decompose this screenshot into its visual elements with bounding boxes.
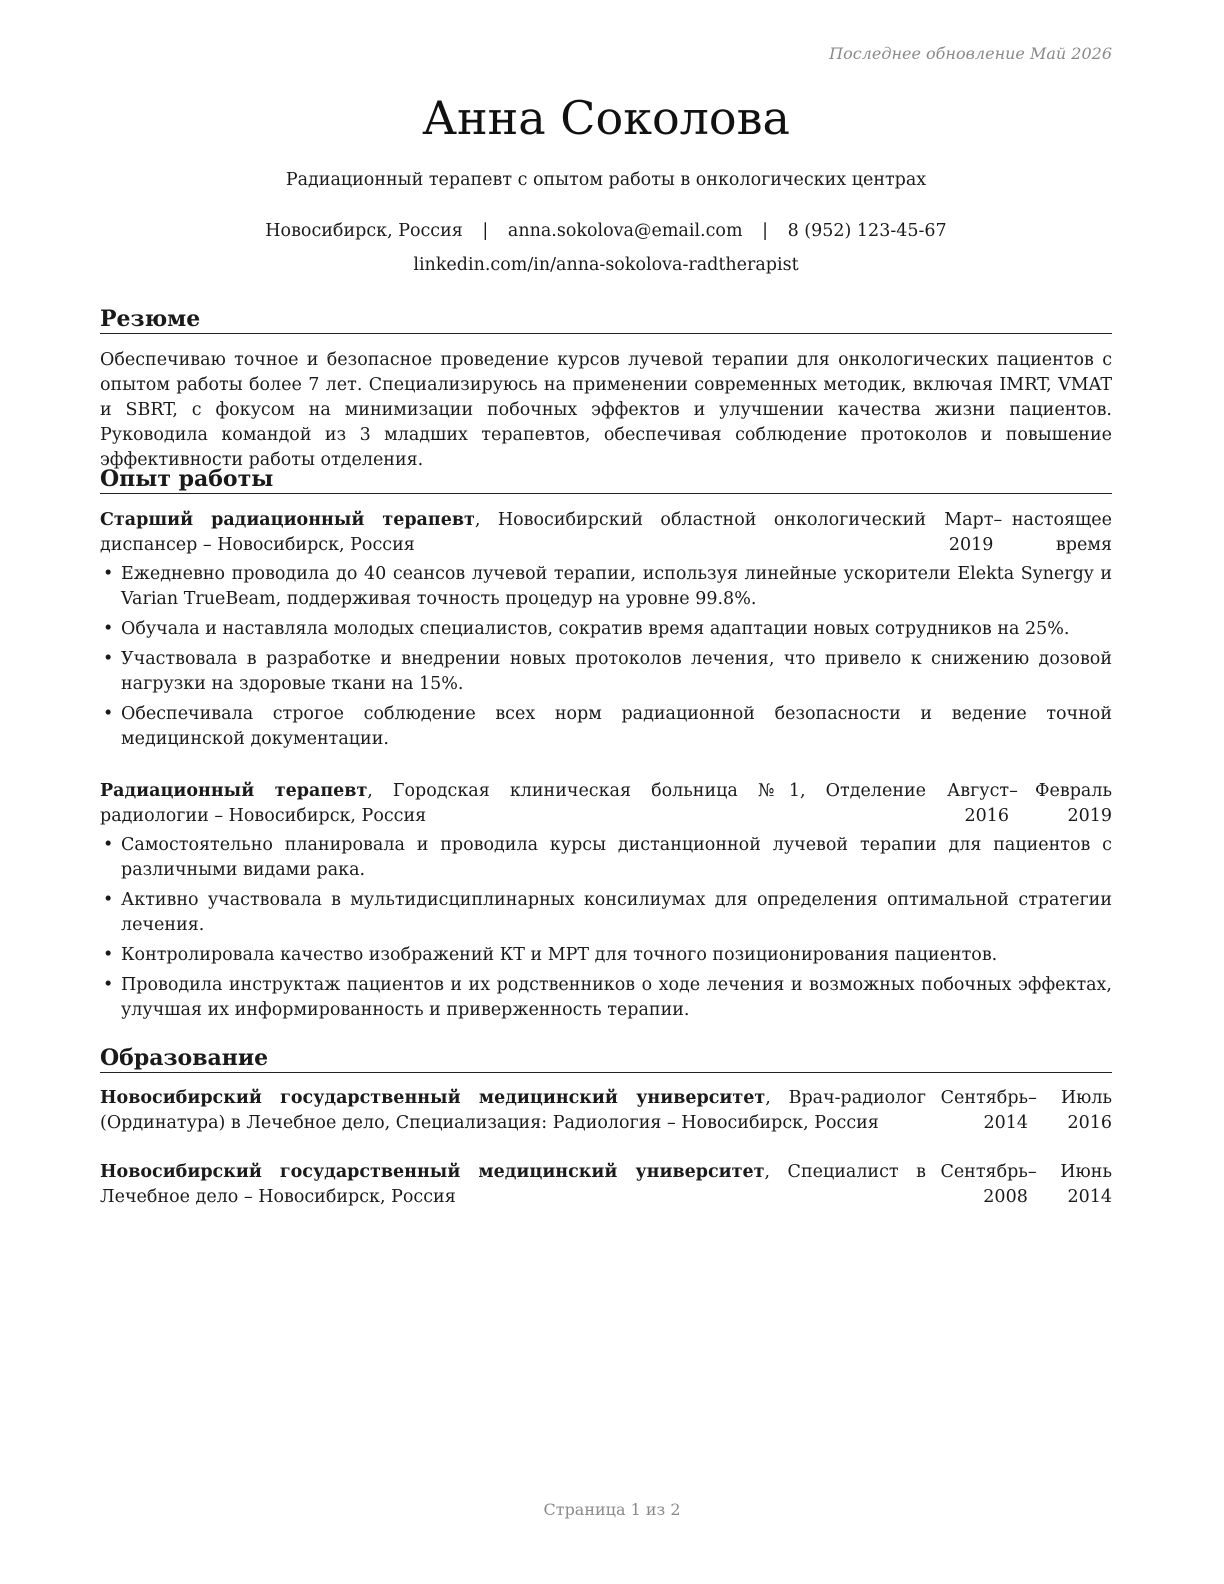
- date-from: Август 2016: [947, 781, 1010, 826]
- job-entry: [100, 508, 1112, 757]
- job-entry: [100, 779, 1112, 1028]
- bullet-item: • Контролировала качество изображений КТ и МРТ для точного позиционирования пациентов.: [100, 943, 1112, 968]
- section-title-education: Образование: [100, 1044, 1112, 1073]
- education-dates: [926, 1086, 1112, 1136]
- date-dash: –: [1028, 1088, 1037, 1108]
- section-title-experience: Опыт работы: [100, 465, 1112, 494]
- bullet-item: • Активно участвовала в мультидисциплинарных консилиумах для определения оптимальной стратегии лечения.: [103, 890, 1112, 935]
- bullet-dot-icon: •: [103, 704, 114, 724]
- job-header: [100, 779, 1112, 829]
- bullet-dot-icon: •: [103, 619, 114, 639]
- last-updated-note: Последнее обновление Май 2026: [829, 44, 1112, 63]
- bullet-dot-icon: •: [103, 890, 114, 910]
- date-from: Сентябрь 2014: [940, 1088, 1029, 1133]
- date-dash: –: [1027, 1162, 1037, 1182]
- linkedin-link[interactable]: linkedin.com/in/anna-sokolova-radtherapist: [413, 255, 799, 275]
- candidate-name: Анна Соколова: [422, 91, 790, 145]
- education-school: Новосибирский государственный медицинский университет: [100, 1162, 765, 1182]
- date-from: Март 2019: [944, 510, 994, 555]
- contact-location: Новосибирск, Россия: [265, 221, 463, 241]
- bullet-item: • Проводила инструктаж пациентов и их родственников о ходе лечения и возможных побочных эффектах, улучшая их информированность и приверженность терапии.: [103, 975, 1112, 1020]
- education-title-line: [100, 1086, 926, 1136]
- education-title-line: [100, 1160, 926, 1210]
- education-entry: [100, 1160, 1112, 1210]
- job-bullets: [100, 562, 1112, 752]
- summary-text: Обеспечиваю точное и безопасное проведение курсов лучевой терапии для онкологических пациентов с опытом работы более 7 лет. Специализируюсь на применении современных методик, включая IMRT, VMAT и SBRT, с фокусом на минимизации побочных эффектов и улучшении качества жизни пациентов. Руководила командой из 3 младших терапевтов, обеспечивая соблюдение протоколов и повышение эффективности работы отделения.: [100, 350, 1112, 470]
- bullet-dot-icon: •: [103, 945, 114, 965]
- bullet-dot-icon: •: [103, 564, 114, 584]
- education-entry: [100, 1086, 1112, 1136]
- date-to: Июль 2016: [1060, 1088, 1112, 1133]
- education-school: Новосибирский государственный медицинский университет: [100, 1088, 766, 1108]
- bullet-item: • Обеспечивала строгое соблюдение всех норм радиационной безопасности и ведение точной медицинской документации.: [103, 704, 1112, 749]
- education-header: [100, 1086, 1112, 1136]
- job-role: Старший радиационный терапевт: [100, 510, 475, 530]
- education-detail: , Специалист в Лечебное дело – Новосибирск, Россия: [100, 1162, 926, 1207]
- date-from: Сентябрь 2008: [940, 1162, 1028, 1207]
- bullet-dot-icon: •: [103, 835, 114, 855]
- job-title-line: [100, 779, 926, 829]
- date-to: настоящее время: [1011, 510, 1112, 555]
- candidate-headline: Радиационный терапевт с опытом работы в онкологических центрах: [285, 170, 927, 190]
- bullet-item: • Самостоятельно планировала и проводила курсы дистанционной лучевой терапии для пациентов с различными видами рака.: [103, 835, 1112, 880]
- bullet-dot-icon: •: [103, 975, 114, 995]
- education-header: [100, 1160, 1112, 1210]
- date-dash: –: [993, 510, 1003, 530]
- job-header: [100, 508, 1112, 558]
- education-dates: [926, 1160, 1112, 1210]
- section-title-summary: Резюме: [100, 305, 1112, 334]
- contact-email-link[interactable]: anna.sokolova@email.com: [507, 221, 743, 241]
- contact-separator: |: [762, 221, 769, 241]
- contact-phone[interactable]: 8 (952) 123-45-67: [787, 221, 947, 241]
- date-to: Июнь 2014: [1060, 1162, 1112, 1207]
- bullet-item: • Ежедневно проводила до 40 сеансов лучевой терапии, используя линейные ускорители Elekta Synergy и Varian TrueBeam, поддерживая точность процедур на уровне 99.8%.: [103, 564, 1112, 609]
- education-detail: , Врач-радиолог (Ординатура) в Лечебное дело, Специализация: Радиология – Новосибирск, Россия: [100, 1088, 926, 1133]
- contact-separator: |: [482, 221, 489, 241]
- bullet-item: • Обучала и наставляла молодых специалистов, сократив время адаптации новых сотрудников на 25%.: [100, 617, 1112, 642]
- job-dates: [926, 779, 1112, 829]
- job-dates: [926, 508, 1112, 558]
- job-organization: , Новосибирский областной онкологический диспансер – Новосибирск, Россия: [100, 510, 927, 555]
- job-organization: , Городская клиническая больница №1, Отделение радиологии – Новосибирск, Россия: [100, 781, 926, 826]
- contact-line: [100, 219, 1112, 243]
- bullet-item: • Участвовала в разработке и внедрении новых протоколов лечения, что привело к снижению дозовой нагрузки на здоровые ткани на 15%.: [103, 649, 1112, 694]
- job-role: Радиационный терапевт: [100, 781, 368, 801]
- job-title-line: [100, 508, 926, 558]
- page-number: Страница 1 из 2: [543, 1500, 681, 1519]
- date-dash: –: [1009, 781, 1018, 801]
- job-bullets: [100, 833, 1112, 1023]
- date-to: Февраль 2019: [1034, 781, 1112, 826]
- bullet-dot-icon: •: [103, 649, 114, 669]
